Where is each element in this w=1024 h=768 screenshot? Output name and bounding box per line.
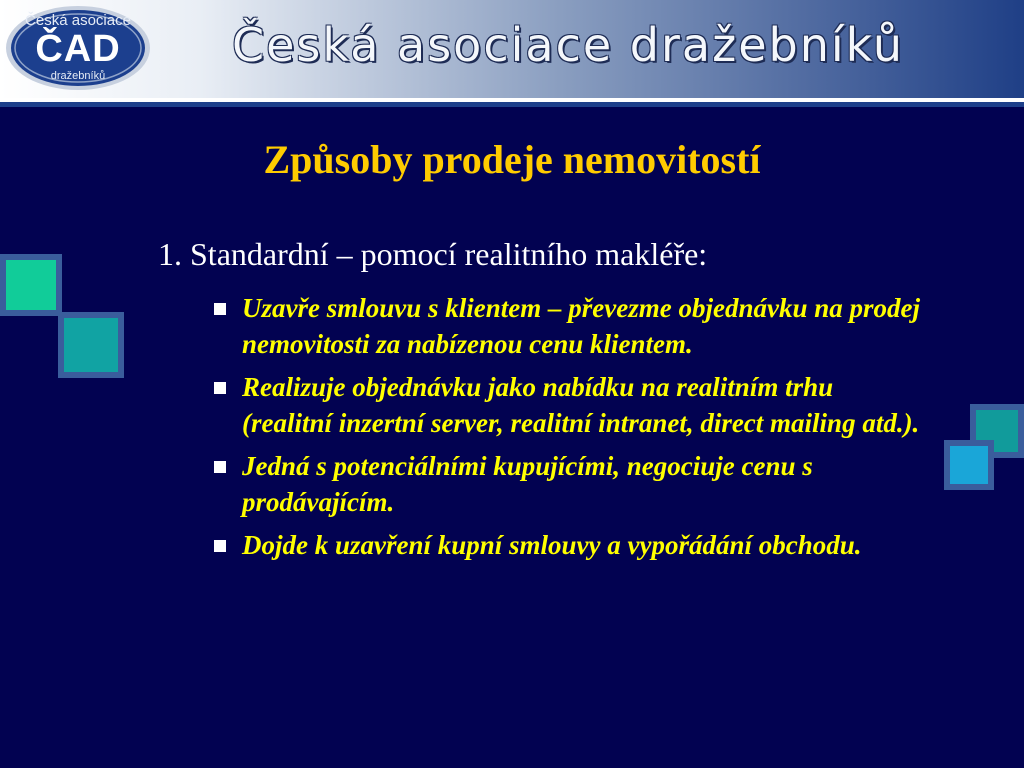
logo-main-text: ČAD	[35, 28, 121, 70]
cad-logo	[4, 4, 152, 92]
logo-bottom-text: dražebníků	[50, 70, 106, 82]
decor-square	[944, 440, 994, 490]
logo-top-text: Česká asociace	[25, 12, 131, 29]
bullet-text: Realizuje objednávku jako nabídku na realitním trhu (realitní inzertní server, realitní intranet, direct mailing atd.).	[242, 372, 920, 438]
section-heading: 1. Standardní – pomocí realitního makléře:	[158, 236, 708, 272]
bullet-item	[208, 527, 928, 563]
square-bullet-icon	[214, 540, 226, 552]
bullet-text: Jedná s potenciálními kupujícími, negociuje cenu s prodávajícím.	[242, 451, 813, 517]
square-bullet-icon	[214, 382, 226, 394]
bullet-text: Dojde k uzavření kupní smlouvy a vypořádání obchodu.	[242, 530, 862, 560]
decor-square	[58, 312, 124, 378]
bullet-list	[208, 290, 928, 570]
bullet-item	[208, 448, 928, 520]
slide-title: Způsoby prodeje nemovitostí	[263, 137, 761, 182]
brand-title: Česká asociace dražebníků	[232, 18, 905, 72]
bullet-item	[208, 369, 928, 441]
header-divider-blue	[0, 102, 1024, 107]
bullet-text: Uzavře smlouvu s klientem – převezme objednávku na prodej nemovitosti za nabízenou cenu klientem.	[242, 293, 920, 359]
square-bullet-icon	[214, 461, 226, 473]
bullet-item	[208, 290, 928, 362]
decor-square	[0, 254, 62, 316]
square-bullet-icon	[214, 303, 226, 315]
